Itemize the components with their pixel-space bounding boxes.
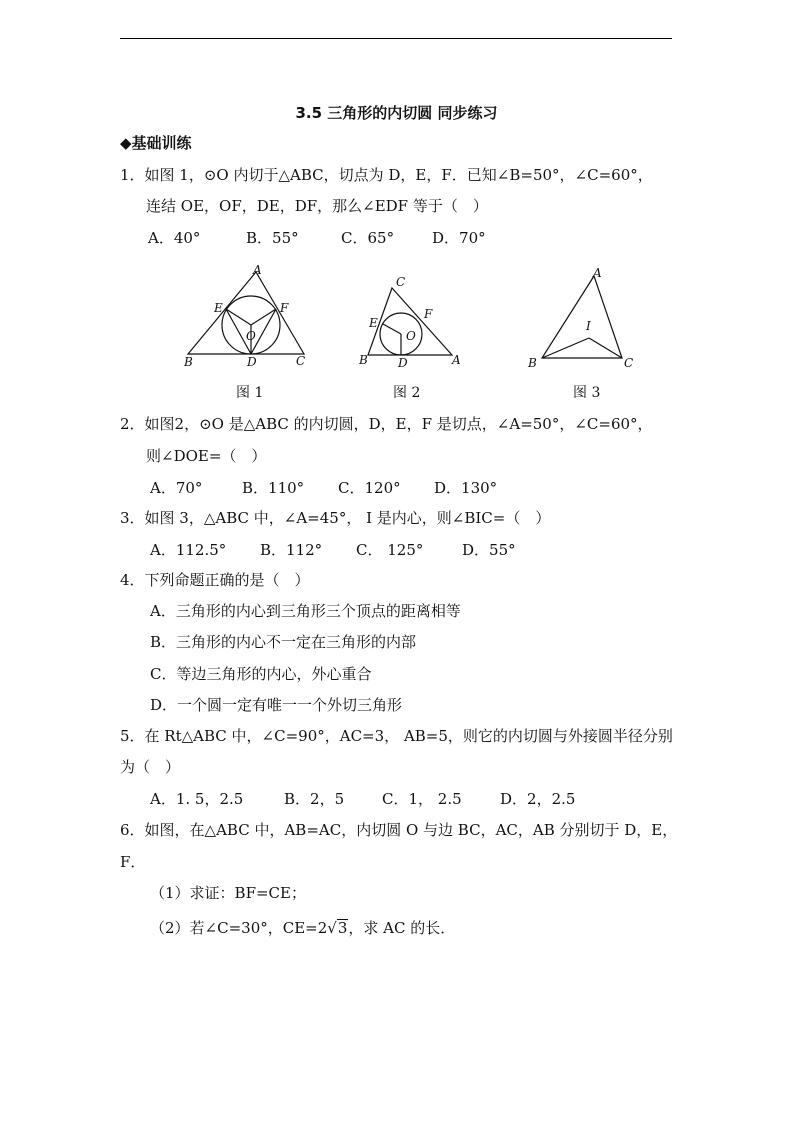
q6-line1: 6．如图，在△ABC 中，AB=AC，内切圆 O 与边 BC，AC，AB 分别切于 D，E， bbox=[120, 821, 678, 839]
header-rule bbox=[120, 38, 672, 39]
q6-part2 bbox=[150, 918, 455, 938]
q5-line1: 5．在 Rt△ABC 中，∠C=90°，AC=3， AB=5，则它的内切圆与外接圆半径分别 bbox=[120, 727, 673, 745]
fig1-label-b: B bbox=[184, 355, 193, 369]
q3-option-d: D．55° bbox=[462, 541, 516, 559]
fig2-label-e: E bbox=[369, 316, 378, 330]
fig3-label-b: B bbox=[528, 356, 537, 370]
fig2-label-a: A bbox=[452, 353, 461, 367]
q2-option-d: D．130° bbox=[434, 479, 498, 497]
q5-option-b: B．2，5 bbox=[284, 790, 345, 808]
q2-option-b: B．110° bbox=[242, 479, 305, 497]
q1-line1: 1．如图 1，⊙O 内切于△ABC，切点为 D，E，F．已知∠B=50°，∠C=60°， bbox=[120, 166, 653, 184]
q1-option-b: B．55° bbox=[246, 229, 299, 247]
q1-line2: 连结 OE，OF，DE，DF，那么∠EDF 等于（ ） bbox=[146, 197, 488, 215]
figure-2-diagram bbox=[368, 288, 452, 355]
q4-option-d: D．一个圆一定有唯一一个外切三角形 bbox=[150, 696, 403, 714]
q6-part2-root: 3 bbox=[337, 919, 348, 937]
q1-option-d: D．70° bbox=[432, 229, 486, 247]
q2-line2: 则∠DOE=（ ） bbox=[146, 447, 267, 465]
fig2-label-d: D bbox=[398, 356, 408, 370]
fig1-label-a: A bbox=[253, 263, 262, 277]
q1-option-a: A．40° bbox=[148, 229, 201, 247]
q6-part2-post: ，求 AC 的长． bbox=[348, 919, 456, 937]
fig1-label-o: O bbox=[246, 329, 256, 343]
q4-option-c: C．等边三角形的内心，外心重合 bbox=[150, 665, 372, 683]
q5-option-c: C．1， 2.5 bbox=[382, 790, 462, 808]
q6-part1: （1）求证：BF=CE； bbox=[150, 884, 306, 902]
q6-line2: F． bbox=[120, 853, 146, 871]
fig1-label-f: F bbox=[280, 301, 289, 315]
q2-option-a: A．70° bbox=[150, 479, 203, 497]
fig2-label-c: C bbox=[396, 275, 406, 289]
fig2-label-f: F bbox=[424, 307, 433, 321]
fig1-label-c: C bbox=[296, 354, 306, 368]
q5-option-a: A．1. 5，2.5 bbox=[150, 790, 244, 808]
fig1-label-d: D bbox=[247, 355, 257, 369]
fig3-label-c: C bbox=[624, 356, 634, 370]
fig3-label-a: A bbox=[593, 266, 602, 280]
q1-option-c: C．65° bbox=[341, 229, 395, 247]
fig2-label-b: B bbox=[359, 353, 368, 367]
fig2-caption: 图 2 bbox=[393, 385, 421, 401]
page-title: 3.5 三角形的内切圆 同步练习 bbox=[295, 104, 498, 122]
q4-option-b: B．三角形的内心不一定在三角形的内部 bbox=[150, 633, 417, 651]
q2-line1: 2．如图2，⊙O 是△ABC 的内切圆，D，E，F 是切点，∠A=50°，∠C=60°， bbox=[120, 415, 653, 433]
figure-3-diagram bbox=[542, 276, 622, 358]
fig3-label-i: I bbox=[586, 319, 591, 333]
fig3-caption: 图 3 bbox=[573, 385, 601, 401]
figures bbox=[170, 262, 650, 374]
q6-part2-pre: （2）若∠C=30°，CE=2 bbox=[150, 919, 328, 937]
q4-line1: 4．下列命题正确的是（ ） bbox=[120, 571, 310, 589]
q4-option-a: A．三角形的内心到三角形三个顶点的距离相等 bbox=[150, 602, 461, 620]
q5-line2: 为（ ） bbox=[120, 758, 181, 776]
sqrt-icon: √ bbox=[327, 919, 337, 937]
q3-option-b: B．112° bbox=[260, 541, 323, 559]
section-heading: ◆基础训练 bbox=[120, 134, 192, 152]
q3-option-c: C． 125° bbox=[356, 541, 424, 559]
fig1-caption: 图 1 bbox=[236, 385, 264, 401]
q2-option-c: C．120° bbox=[338, 479, 401, 497]
q3-option-a: A．112.5° bbox=[150, 541, 227, 559]
q3-line1: 3．如图 3，△ABC 中，∠A=45°， I 是内心，则∠BIC=（ ） bbox=[120, 509, 551, 527]
fig1-label-e: E bbox=[214, 301, 223, 315]
q5-option-d: D．2，2.5 bbox=[500, 790, 576, 808]
fig2-label-o: O bbox=[406, 329, 416, 343]
